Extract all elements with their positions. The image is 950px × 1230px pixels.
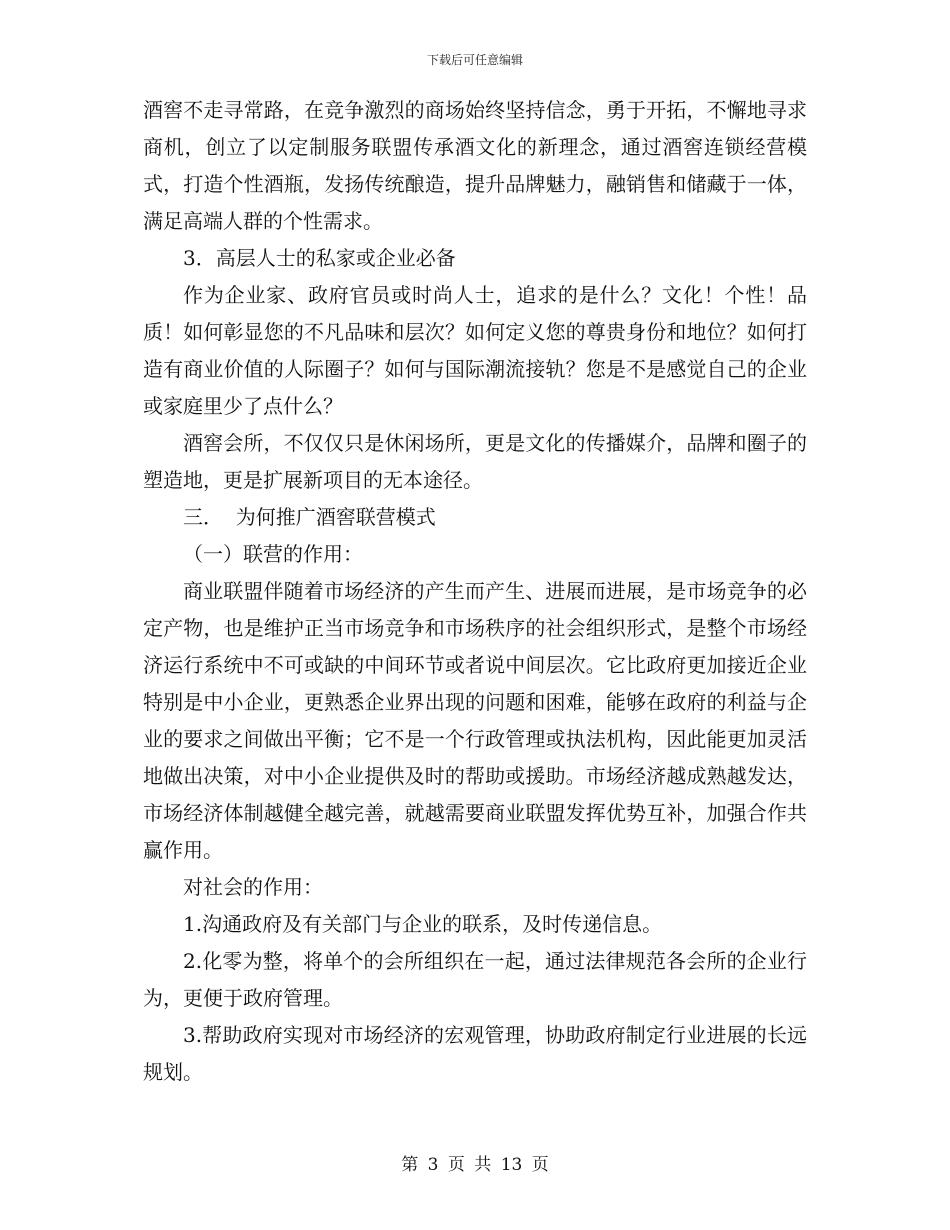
subsection-heading: （一）联营的作用：: [183, 542, 363, 566]
section-heading: 3．高层人士的私家或企业必备: [183, 246, 456, 270]
paragraph: 酒窖不走寻常路，在竞争激烈的商场始终坚持信念，勇于开拓，不懈地寻求商机，创立了以定制服务联盟传承酒文化的新理念，通过酒窖连锁经营模式，打造个性酒瓶，发扬传统酿造，提升品牌魅力，融销售和储藏于一体，满足高端人群的个性需求。: [143, 98, 807, 233]
paragraph: 对社会的作用：: [183, 875, 323, 899]
paragraph: 作为企业家、政府官员或时尚人士，追求的是什么？文化！个性！品质！如何彰显您的不凡品味和层次？如何定义您的尊贵身份和地位？如何打造有商业价值的人际圈子？如何与国际潮流接轨？您是不是感觉自己的企业或家庭里少了点什么？: [143, 283, 807, 418]
list-item: 2.化零为整，将单个的会所组织在一起，通过法律规范各会所的企业行为，更便于政府管理。: [143, 949, 807, 1010]
page-header: 下载后可任意编辑: [426, 53, 523, 67]
list-item: 1.沟通政府及有关部门与企业的联系，及时传递信息。: [183, 912, 663, 936]
section-heading: 三． 为何推广酒窖联营模式: [183, 505, 436, 529]
document-body: [143, 92, 807, 1091]
paragraph: 商业联盟伴随着市场经济的产生而产生、进展而进展，是市场竞争的必定产物，也是维护正当市场竞争和市场秩序的社会组织形式，是整个市场经济运行系统中不可或缺的中间环节或者说中间层次。它比政府更加接近企业特别是中小企业，更熟悉企业界出现的问题和困难，能够在政府的利益与企业的要求之间做出平衡；它不是一个行政管理或执法机构，因此能更加灵活地做出决策，对中小企业提供及时的帮助或援助。市场经济越成熟越发达，市场经济体制越健全越完善，就越需要商业联盟发挥优势互补，加强合作共赢作用。: [143, 579, 807, 862]
list-item: 3.帮助政府实现对市场经济的宏观管理，协助政府制定行业进展的长远规划。: [143, 1023, 807, 1084]
page-number: 第 3 页 共 13 页: [401, 1155, 549, 1175]
paragraph: 酒窖会所，不仅仅只是休闲场所，更是文化的传播媒介，品牌和圈子的塑造地，更是扩展新项目的无本途径。: [143, 431, 807, 492]
